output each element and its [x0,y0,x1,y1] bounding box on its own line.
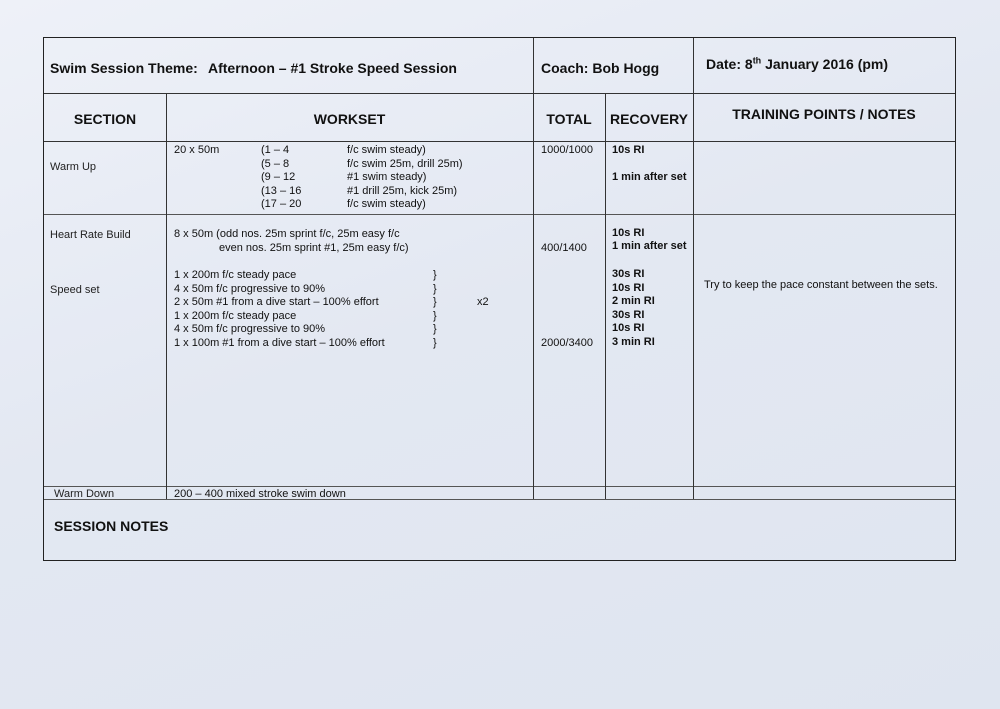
theme-value: Afternoon – #1 Stroke Speed Session [208,60,457,76]
hr-build-line2: even nos. 25m sprint #1, 25m easy f/c) [219,242,409,254]
col-workset: WORKSET [313,111,386,127]
speed-set-line: 1 x 200m f/c steady pace [174,269,297,281]
session-notes-heading: SESSION NOTES [54,518,169,534]
theme-label: Swim Session Theme: [50,60,198,76]
warmup-recovery-1: 10s RI [612,144,645,156]
brace: } [433,336,437,349]
speed-set-total: 2000/3400 [541,337,593,349]
warmup-total: 1000/1000 [541,144,593,156]
recovery-item: 30s RI [612,268,645,280]
recovery-item: 30s RI [612,308,645,321]
warmup-divider [44,214,955,215]
warmup-recovery-2: 1 min after set [612,171,687,183]
warmup-descs [347,144,463,212]
recovery-item: 10s RI [612,322,645,334]
warmup-label: Warm Up [50,161,97,173]
speed-set-line: 1 x 100m #1 from a dive start – 100% effort [174,336,385,349]
warmup-range: (5 – 8 [261,157,290,170]
warmup-desc: #1 swim steady) [347,171,427,183]
speed-set-braces [433,269,437,350]
col-notes: TRAINING POINTS / NOTES [732,106,916,122]
warmup-desc: f/c swim 25m, drill 25m) [347,157,463,170]
column-header-divider [44,141,955,142]
hr-build-label: Heart Rate Build [50,229,131,241]
recovery-item: 2 min RI [612,295,655,307]
brace: } [433,269,437,281]
speed-set-line: 4 x 50m f/c progressive to 90% [174,282,326,295]
speed-set-recovery [612,268,655,349]
brace: } [433,323,437,335]
col-recovery: RECOVERY [609,111,689,127]
brace: } [433,309,437,322]
speedset-divider [44,486,955,487]
warmdown-label: Warm Down [54,488,115,500]
speed-set-lines [174,269,385,350]
speed-set-line: 2 x 50m #1 from a dive start – 100% effort [174,296,379,308]
coach-name: Coach: Bob Hogg [541,60,660,76]
speed-set-note: Try to keep the pace constant between the sets. [704,279,938,291]
recovery-item: 10s RI [612,281,645,294]
session-date: Date: 8th January 2016 (pm) [706,55,889,72]
header-divider [44,93,955,94]
section-col-line [166,93,167,499]
hr-build-line1: 8 x 50m (odd nos. 25m sprint f/c, 25m easy f/c [174,228,400,240]
warmup-range: (17 – 20 [261,198,302,210]
speed-set-line: 4 x 50m f/c progressive to 90% [174,323,326,335]
col-section: SECTION [73,111,137,127]
warmup-desc: f/c swim steady) [347,144,426,156]
speed-set-multiplier: x2 [477,296,489,308]
warmup-ranges [261,144,301,212]
recovery-item: 3 min RI [612,335,655,348]
hr-build-recovery-1: 10s RI [612,227,645,239]
speed-set-label: Speed set [50,284,100,296]
total-col-line [605,93,606,499]
brace: } [433,282,437,295]
warmdown-text: 200 – 400 mixed stroke swim down [174,488,346,500]
brace: } [433,296,437,308]
speed-set-line: 1 x 200m f/c steady pace [174,309,297,322]
col-total: TOTAL [546,111,592,127]
warmup-range: (9 – 12 [261,171,296,183]
warmup-range: (13 – 16 [261,184,302,197]
hr-build-recovery-2: 1 min after set [612,240,687,252]
warmup-main: 20 x 50m [174,144,220,156]
workset-col-line [533,38,534,499]
hr-build-total: 400/1400 [541,242,587,254]
warmup-range: (1 – 4 [261,144,290,156]
session-plan-sheet [43,37,956,561]
warmup-desc: #1 drill 25m, kick 25m) [347,184,458,197]
warmup-desc: f/c swim steady) [347,198,426,210]
